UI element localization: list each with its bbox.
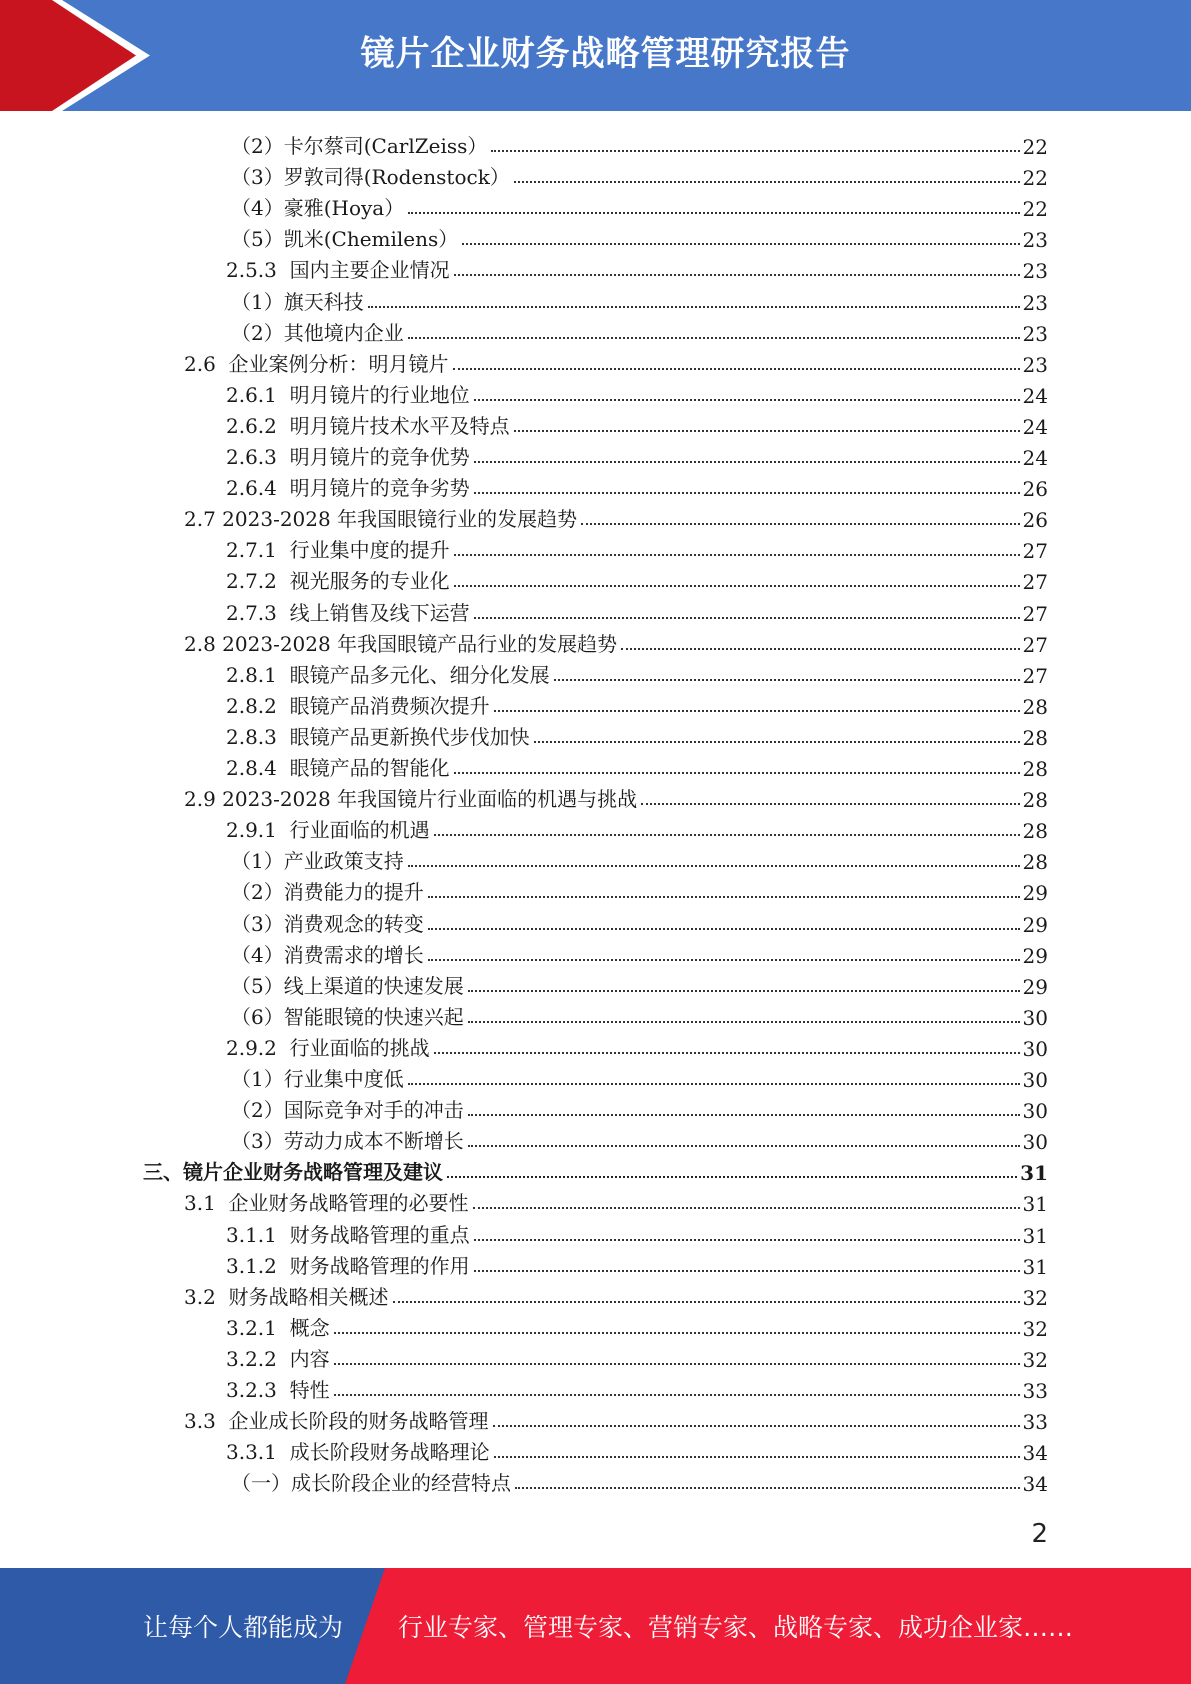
toc-entry-page: 31 [1020,1161,1048,1185]
toc-entry-label: 2.6 企业案例分析：明月镜片 [184,352,449,376]
header-banner [0,0,1191,111]
toc-entry[interactable] [226,812,1048,843]
toc-entry-page: 26 [1022,477,1048,501]
toc-entry[interactable] [184,501,1048,532]
toc-entry-page: 22 [1022,197,1048,221]
toc-entry[interactable] [226,563,1048,594]
toc-entry[interactable] [226,252,1048,283]
toc-entry-label: 2.6.3 明月镜片的竞争优势 [226,445,470,469]
toc-dot-leader [408,1083,1020,1085]
toc-dot-leader [474,461,1020,463]
toc-entry[interactable] [226,688,1048,719]
toc-entry-label: （1）行业集中度低 [231,1067,404,1091]
toc-entry-page: 23 [1022,291,1048,315]
toc-entry-page: 29 [1022,881,1048,905]
toc-entry-page: 32 [1022,1286,1048,1310]
toc-dot-leader [434,1052,1020,1054]
toc-entry-page: 30 [1022,1068,1048,1092]
toc-entry-label: （一）成长阶段企业的经营特点 [231,1471,511,1495]
toc-dot-leader [334,1394,1020,1396]
toc-dot-leader [468,1021,1020,1023]
toc-dot-leader [494,710,1020,712]
toc-entry[interactable] [184,781,1048,812]
toc-entry-page: 28 [1022,850,1048,874]
toc-entry-label: 3.1.2 财务战略管理的作用 [226,1254,470,1278]
toc-dot-leader [428,928,1020,930]
toc-entry-label: 2.8.1 眼镜产品多元化、细分化发展 [226,663,550,687]
toc-entry[interactable] [184,1279,1048,1310]
toc-entry-label: 2.7 2023-2028 年我国眼镜行业的发展趋势 [184,507,578,531]
toc-entry[interactable] [226,657,1048,688]
toc-entry-page: 28 [1022,757,1048,781]
toc-entry[interactable] [226,1310,1048,1341]
toc-entry[interactable] [226,1217,1048,1248]
toc-entry-page: 27 [1022,664,1048,688]
toc-entry-label: （5）线上渠道的快速发展 [231,974,464,998]
toc-entry-page: 31 [1022,1224,1048,1248]
toc-entry[interactable] [184,1185,1048,1216]
toc-entry-label: 2.7.2 视光服务的专业化 [226,569,450,593]
toc-dot-leader [408,337,1020,339]
toc-entry[interactable] [226,1372,1048,1403]
toc-dot-leader [368,306,1020,308]
toc-entry[interactable] [231,906,1048,937]
toc-entry[interactable] [226,439,1048,470]
toc-entry-page: 26 [1022,508,1048,532]
toc-entry-page: 23 [1022,322,1048,346]
toc-entry-page: 23 [1022,228,1048,252]
toc-dot-leader [334,1332,1020,1334]
toc-entry-label: 3.2 财务战略相关概述 [184,1285,389,1309]
toc-entry-label: （2）国际竞争对手的冲击 [231,1098,464,1122]
toc-dot-leader [621,648,1019,650]
toc-entry-label: 2.7.1 行业集中度的提升 [226,538,450,562]
toc-entry-label: 3.1.1 财务战略管理的重点 [226,1223,470,1247]
toc-entry-label: 2.8.2 眼镜产品消费频次提升 [226,694,490,718]
toc-entry[interactable] [226,1248,1048,1279]
toc-entry-page: 32 [1022,1317,1048,1341]
toc-dot-leader [474,1239,1020,1241]
toc-dot-leader [393,1301,1020,1303]
toc-entry-page: 33 [1022,1410,1048,1434]
toc-entry-page: 32 [1022,1348,1048,1372]
toc-entry-page: 30 [1022,1099,1048,1123]
toc-entry-label: （3）消费观念的转变 [231,912,424,936]
toc-dot-leader [428,959,1020,961]
toc-entry-page: 22 [1022,166,1048,190]
toc-entry[interactable] [231,1092,1048,1123]
toc-entry[interactable] [226,719,1048,750]
toc-entry-page: 23 [1022,259,1048,283]
page-number: 2 [1031,1519,1048,1549]
footer-banner [0,1568,1191,1684]
toc-entry-label: 3.2.2 内容 [226,1347,330,1371]
toc-entry-page: 22 [1022,135,1048,159]
toc-entry-page: 24 [1022,415,1048,439]
toc-entry-page: 29 [1022,975,1048,999]
toc-entry-label: 三、镜片企业财务战略管理及建议 [143,1160,443,1184]
toc-entry-page: 30 [1022,1037,1048,1061]
toc-dot-leader [454,554,1020,556]
toc-dot-leader [534,741,1020,743]
toc-entry-label: （1）旗天科技 [231,290,364,314]
toc-entry-page: 30 [1022,1130,1048,1154]
toc-entry-label: 2.9 2023-2028 年我国镜片行业面临的机遇与挑战 [184,787,638,811]
toc-entry[interactable] [184,346,1048,377]
toc-entry-label: （2）消费能力的提升 [231,880,424,904]
toc-entry-page: 34 [1022,1441,1048,1465]
toc-entry-page: 27 [1022,602,1048,626]
toc-dot-leader [491,150,1019,152]
toc-entry-label: （4）豪雅(Hoya） [231,196,405,220]
toc-entry[interactable] [231,843,1048,874]
footer-slogan-right: 行业专家、管理专家、营销专家、战略专家、成功企业家…… [398,1613,1074,1642]
toc-entry[interactable] [231,1123,1048,1154]
toc-entry-label: （1）产业政策支持 [231,849,404,873]
toc-entry-page: 27 [1022,570,1048,594]
toc-entry-page: 24 [1022,384,1048,408]
toc-entry-label: （3）劳动力成本不断增长 [231,1129,464,1153]
toc-entry[interactable] [226,1030,1048,1061]
toc-dot-leader [474,492,1020,494]
toc-entry-page: 28 [1022,819,1048,843]
toc-entry-page: 28 [1022,695,1048,719]
toc-entry-page: 33 [1022,1379,1048,1403]
toc-entry[interactable] [231,221,1048,252]
toc-entry-label: 2.6.1 明月镜片的行业地位 [226,383,470,407]
toc-entry[interactable] [184,626,1048,657]
toc-dot-leader [514,181,1020,183]
toc-dot-leader [581,523,1019,525]
toc-entry[interactable] [231,190,1048,221]
toc-entry-page: 23 [1022,353,1048,377]
toc-dot-leader [493,1425,1020,1427]
footer-slogan-left: 让每个人都能成为 [143,1613,344,1642]
toc-dot-leader [447,1176,1017,1178]
toc-entry[interactable] [231,1465,1048,1496]
toc-entry[interactable] [231,874,1048,905]
toc-entry-page: 29 [1022,944,1048,968]
toc-entry[interactable] [231,1061,1048,1092]
toc-dot-leader [515,1487,1020,1489]
toc-entry[interactable] [226,470,1048,501]
toc-entry-page: 28 [1022,726,1048,750]
toc-dot-leader [408,212,1019,214]
toc-dot-leader [434,834,1020,836]
toc-dot-leader [494,1456,1020,1458]
toc-dot-leader [468,1114,1020,1116]
toc-entry[interactable] [231,128,1048,159]
toc-dot-leader [554,679,1020,681]
toc-entry-label: 3.3 企业成长阶段的财务战略管理 [184,1409,489,1433]
toc-dot-leader [408,865,1020,867]
toc-dot-leader [468,990,1020,992]
toc-entry[interactable] [226,750,1048,781]
toc-entry-page: 28 [1022,788,1048,812]
toc-entry-page: 27 [1022,539,1048,563]
toc-entry[interactable] [231,315,1048,346]
toc-entry[interactable] [226,532,1048,563]
toc-entry-label: 2.9.2 行业面临的挑战 [226,1036,430,1060]
toc-entry[interactable] [231,937,1048,968]
toc-dot-leader [514,430,1020,432]
toc-dot-leader [454,772,1020,774]
toc-entry[interactable] [143,1154,1048,1185]
toc-entry[interactable] [226,408,1048,439]
toc-entry-label: 2.7.3 线上销售及线下运营 [226,601,470,625]
toc-entry-page: 29 [1022,913,1048,937]
toc-entry[interactable] [226,595,1048,626]
toc-entry-label: （5）凯米(Chemilens） [231,227,459,251]
toc-entry-label: 2.5.3 国内主要企业情况 [226,258,450,282]
toc-dot-leader [641,803,1019,805]
toc-entry[interactable] [184,1403,1048,1434]
toc-dot-leader [473,1207,1020,1209]
toc-entry-label: （2）其他境内企业 [231,321,404,345]
toc-entry-label: （4）消费需求的增长 [231,943,424,967]
toc-entry[interactable] [231,284,1048,315]
toc-dot-leader [462,243,1019,245]
toc-entry[interactable] [226,377,1048,408]
toc-entry-label: 2.8.3 眼镜产品更新换代步伐加快 [226,725,530,749]
toc-entry-label: 3.2.1 概念 [226,1316,330,1340]
toc-entry-label: 2.9.1 行业面临的机遇 [226,818,430,842]
toc-entry-label: 2.6.2 明月镜片技术水平及特点 [226,414,510,438]
toc-entry[interactable] [226,1341,1048,1372]
toc-entry-label: （2）卡尔蔡司(CarlZeiss） [231,134,488,158]
toc-dot-leader [453,368,1020,370]
toc-dot-leader [454,274,1020,276]
toc-entry-label: 2.6.4 明月镜片的竞争劣势 [226,476,470,500]
toc-entry[interactable] [226,1434,1048,1465]
toc-entry-page: 34 [1022,1472,1048,1496]
toc-dot-leader [474,1270,1020,1272]
report-title: 镜片企业财务战略管理研究报告 [360,34,851,74]
toc-dot-leader [468,1145,1020,1147]
toc-dot-leader [334,1363,1020,1365]
toc-entry-page: 30 [1022,1006,1048,1030]
toc-dot-leader [474,399,1020,401]
toc-entry-page: 31 [1022,1255,1048,1279]
toc-entry-label: 3.3.1 成长阶段财务战略理论 [226,1440,490,1464]
toc-entry-label: 3.2.3 特性 [226,1378,330,1402]
toc-entry-label: 2.8.4 眼镜产品的智能化 [226,756,450,780]
toc-entry-label: 2.8 2023-2028 年我国眼镜产品行业的发展趋势 [184,632,618,656]
toc-dot-leader [474,617,1020,619]
toc-entry[interactable] [231,999,1048,1030]
toc-entry-label: （6）智能眼镜的快速兴起 [231,1005,464,1029]
toc-entry-page: 24 [1022,446,1048,470]
toc-entry[interactable] [231,159,1048,190]
toc-dot-leader [428,896,1020,898]
toc-entry-page: 27 [1022,633,1048,657]
toc-entry-label: 3.1 企业财务战略管理的必要性 [184,1191,469,1215]
toc-entry[interactable] [231,968,1048,999]
toc-entry-label: （3）罗敦司得(Rodenstock） [231,165,510,189]
toc-entry-page: 31 [1022,1192,1048,1216]
toc-dot-leader [454,585,1020,587]
